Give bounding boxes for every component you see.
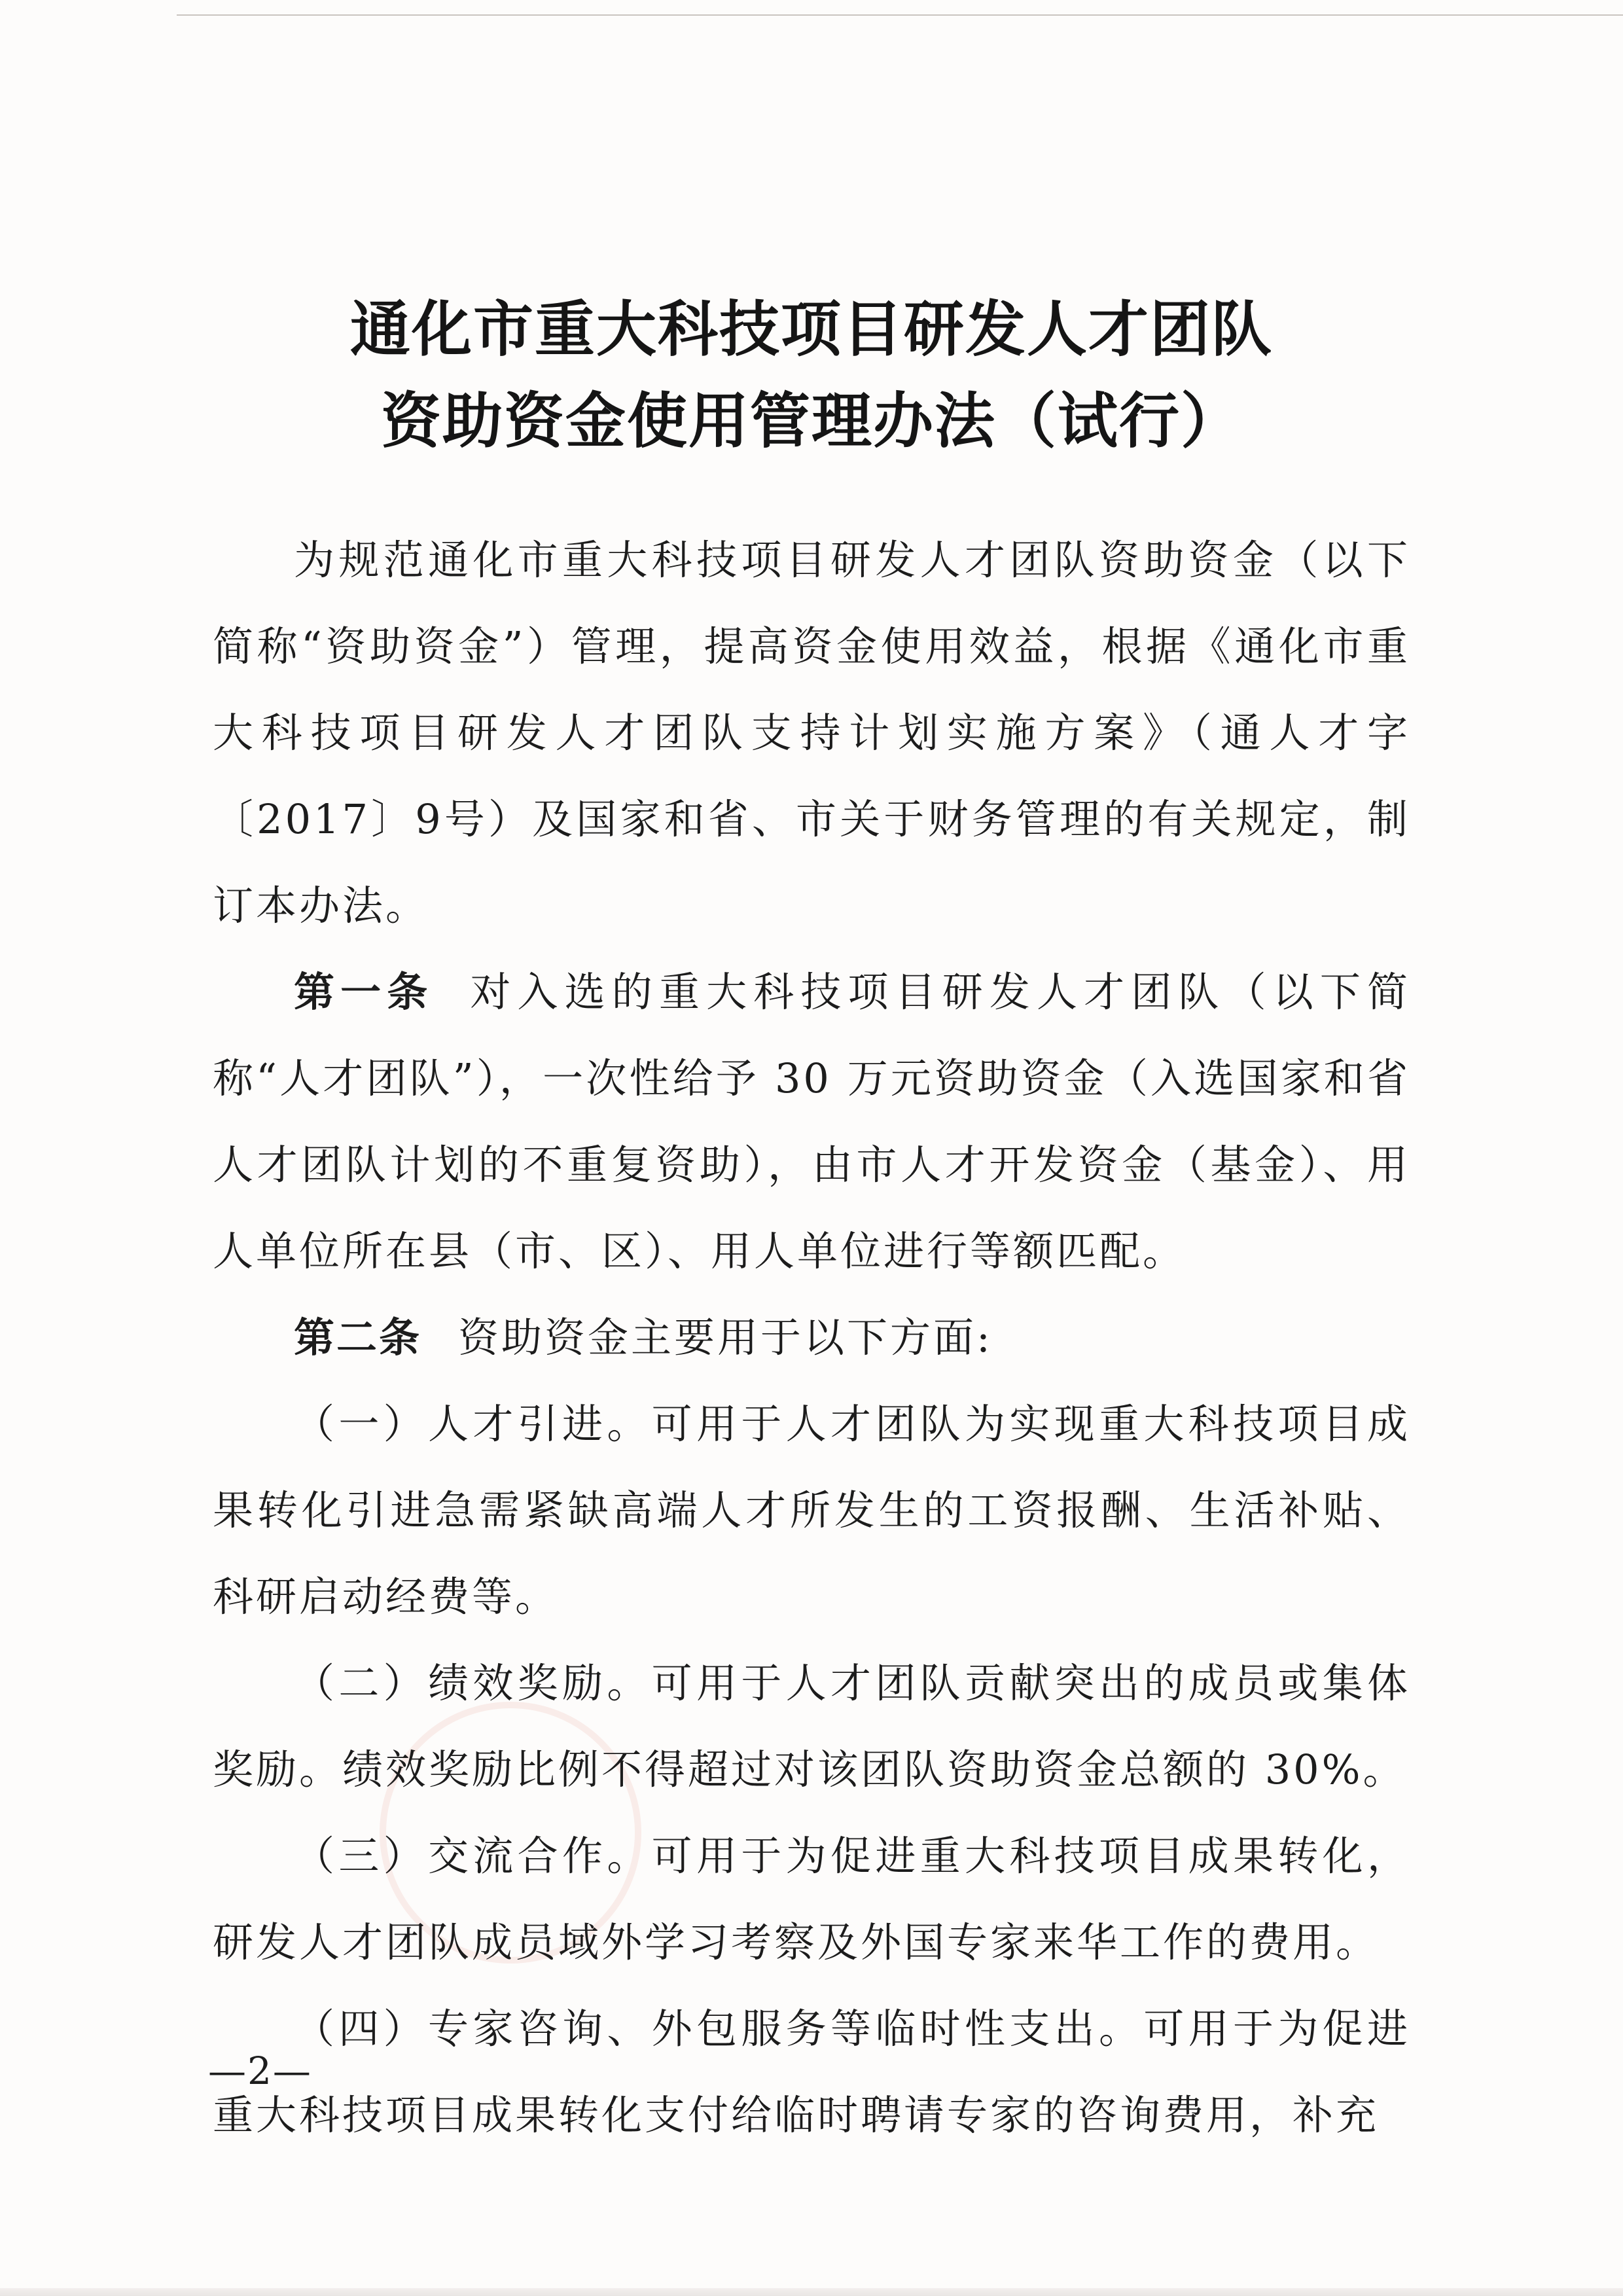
paragraph-item-1 [213, 1381, 1410, 1640]
paragraph-text: 资助资金主要用于以下方面: [458, 1314, 993, 1361]
paragraph-text: （一）人才引进。可用于人才团队为实现重大科技项目成果转化引进急需紧缺高端人才所发生的工资报酬、生活补贴、科研启动经费等。 [213, 1400, 1410, 1621]
paragraph-item-4 [213, 1986, 1410, 2159]
document-title-line-2: 资助资金使用管理办法（试行） [380, 386, 1242, 456]
page-number: —2— [208, 2049, 312, 2093]
paragraph-preamble [213, 517, 1410, 949]
paragraph-item-2 [213, 1640, 1410, 1813]
paragraph-text: 对入选的重大科技项目研发人才团队（以下简称“人才团队”），一次性给予 30 万元资助资金（入选国家和省人才团队计划的不重复资助），由市人才开发资金（基金）、用人单位所在县（市、区）、用人单位进行等额匹配。 [213, 968, 1410, 1275]
paragraph-text: （四）专家咨询、外包服务等临时性支出。可用于为促进重大科技项目成果转化支付给临时聘请专家的咨询费用，补充 [213, 2005, 1410, 2139]
paragraph-text: （三）交流合作。可用于为促进重大科技项目成果转化，研发人才团队成员域外学习考察及外国专家来华工作的费用。 [213, 1832, 1410, 1966]
scan-edge-line [177, 14, 1623, 16]
paragraph-article-1 [213, 949, 1410, 1295]
scan-bottom-edge [0, 2288, 1623, 2296]
paragraph-article-2 [213, 1295, 1410, 1381]
article-label: 第一条 [294, 968, 434, 1016]
document-body [213, 517, 1410, 2159]
paragraph-text: 为规范通化市重大科技项目研发人才团队资助资金（以下简称“资助资金”）管理，提高资金使用效益，根据《通化市重大科技项目研发人才团队支持计划实施方案》（通人才字〔2017〕9号）及国家和省、市关于财务管理的有关规定，制订本办法。 [213, 536, 1410, 929]
paragraph-text: （二）绩效奖励。可用于人才团队贡献突出的成员或集体奖励。绩效奖励比例不得超过对该团队资助资金总额的 30%。 [213, 1659, 1410, 1793]
article-label: 第二条 [294, 1314, 422, 1361]
paragraph-item-3 [213, 1813, 1410, 1986]
document-title-line-1: 通化市重大科技项目研发人才团队 [349, 295, 1273, 365]
